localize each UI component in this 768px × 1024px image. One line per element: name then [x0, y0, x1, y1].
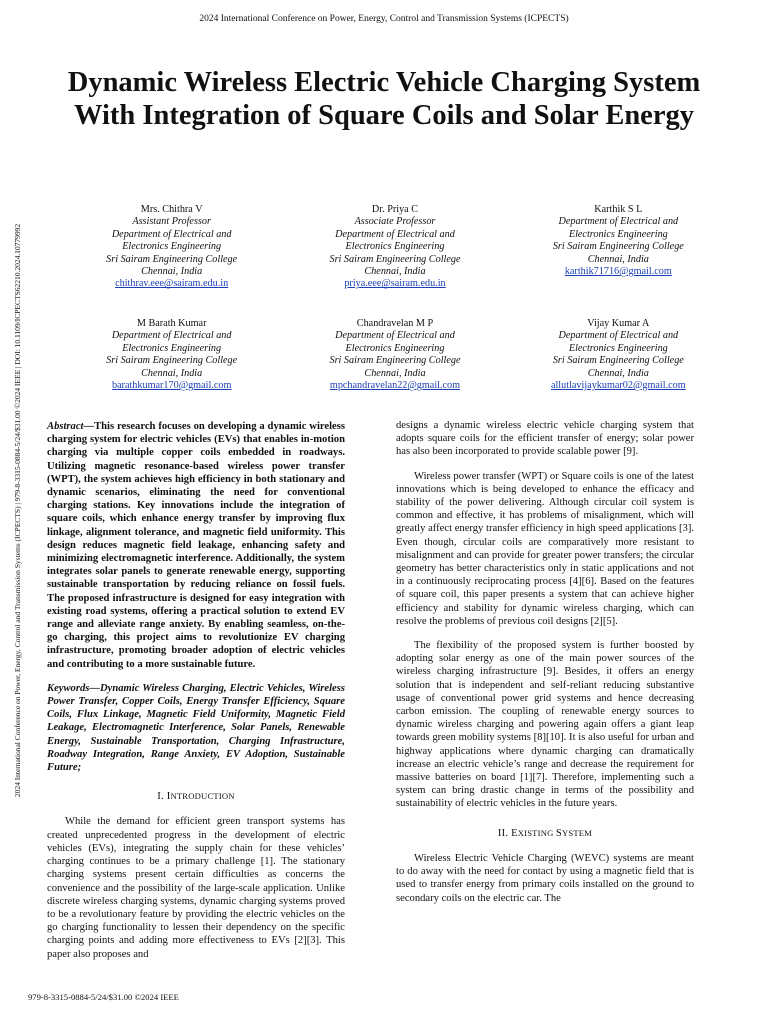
section-heading-introduction	[47, 790, 345, 803]
author-email-link[interactable]: mpchandravelan22@gmail.com	[329, 380, 461, 392]
section-first-letter: S	[555, 827, 562, 839]
author-name: M Barath Kumar	[136, 318, 207, 329]
introduction-paragraph: While the demand for efficient green transport systems has created unprecedented progress in the development of electric vehicles (EVs), integrating the supply chain for these vehicles’ charging continues to be a primary challenge [1]. The stationary charging systems present certain difficulties as concerns the convenience and the possibility of the large-scale application. Unlike discrete wireless charging systems, dynamic charging systems proved to be a revolutionary feature by providing the electric vehicles on the go charging functionality to lessen their dependency on the specific charging points and adding more effectiveness to EVs [2][3]. This paper also proposes and	[47, 816, 345, 960]
side-doi-strip	[12, 135, 24, 885]
section-small-caps: XISTING	[517, 827, 556, 838]
author-department: Department of Electrical and	[558, 330, 679, 342]
author-block	[507, 204, 730, 291]
keywords-label: Keywords	[47, 682, 90, 694]
author-city: Chennai, India	[141, 367, 203, 379]
author-city: Chennai, India	[141, 266, 203, 278]
author-city: Chennai, India	[587, 367, 649, 379]
author-department-line2: Electronics Engineering	[568, 342, 668, 354]
author-department: Department of Electrical and	[111, 330, 232, 342]
author-college: Sri Sairam Engineering College	[552, 241, 684, 253]
author-name: Chandravelan M P	[356, 318, 434, 329]
author-block	[60, 318, 283, 392]
author-city: Chennai, India	[587, 253, 649, 265]
left-column	[47, 420, 345, 972]
abstract-dash: —	[83, 421, 95, 432]
paragraph-flexibility: The flexibility of the proposed system is further boosted by adopting solar energy as one of the main power sources of the wireless charging infrastructure [9]. Besides, it offers an energy solution that is independent and self-reliant reducing substantive usage of conventional power grid systems and hence decreasing carbon emission. The coupling of renewable energy sources to dynamic wireless charging and powering again offers a giant leap towards green mobility systems [8][10]. It is also useful for urban and highway applications where dynamic charging can dramatically increase an electric vehicle’s range and decrease the requirement for massive batteries on board [1][7]. Therefore, implementing such a system can bring drastic change in terms of the possibility and sustainability of electric vehicles in the future years.	[396, 640, 694, 810]
abstract	[47, 420, 345, 671]
author-department: Department of Electrical and	[111, 228, 232, 240]
author-position: Assistant Professor	[132, 216, 211, 228]
author-department-line2: Electronics Engineering	[345, 342, 445, 354]
author-block	[507, 318, 730, 392]
author-name: Mrs. Chithra V	[140, 204, 203, 215]
author-email-link[interactable]: karthik71716@gmail.com	[564, 266, 672, 278]
section-first-letter: E	[511, 827, 518, 839]
author-college: Sri Sairam Engineering College	[329, 355, 461, 367]
section-small-caps: NTRODUCTION	[170, 791, 235, 802]
conference-header: 2024 International Conference on Power, Energy, Control and Transmission Systems (ICPECTS)	[199, 14, 569, 24]
author-row-2	[60, 318, 730, 392]
paragraph-wpt: Wireless power transfer (WPT) or Square coils is one of the latest innovations which is being developed to enhance the efficacy and stability of the power delivering. Although circular coil system is common and effective, it has problems of misalignment, which will greatly affect energy transfer efficiency in high speed applications [3]. Even though, circular coils are comparatively more resistant to misalignment and can provide for greater power transfers; the circular geometry has better characteristics only in static applications and not in a continuously reciprocating process [4][6]. Based on the features of square coil, this paper presents a system that can achieve higher efficiency and stability for dynamic wireless charging, which can resolve the problems of previous coil designs [2][5].	[396, 470, 694, 627]
author-block	[283, 318, 506, 392]
section-numeral: I.	[157, 791, 167, 803]
author-row-1	[60, 204, 730, 291]
paragraph-wevc: Wireless Electric Vehicle Charging (WEVC) systems are meant to do away with the need for contact by using a magnetic field that is used to transfer energy from primary coils installed on the ground to secondary coils on the electric car. The	[396, 852, 694, 904]
author-email-link[interactable]: priya.eee@sairam.edu.in	[344, 278, 446, 290]
paper-title: Dynamic Wireless Electric Vehicle Charging System With Integration of Square Coils and Solar Energy	[67, 67, 701, 131]
paragraph-continued: designs a dynamic wireless electric vehicle charging system that adopts square coils for the efficient transfer of energy; solar power has also been incorporated to provide scalable power [9].	[396, 420, 694, 458]
author-department: Department of Electrical and	[335, 330, 455, 342]
author-department: Department of Electrical and	[335, 228, 455, 240]
author-city: Chennai, India	[364, 367, 426, 379]
section-first-letter: I	[166, 791, 171, 803]
author-name: Karthik S L	[594, 204, 643, 215]
author-department: Department of Electrical and	[558, 216, 679, 228]
author-name: Vijay Kumar A	[587, 318, 650, 329]
author-name: Dr. Priya C	[371, 204, 419, 215]
author-block	[60, 204, 283, 291]
author-department-line2: Electronics Engineering	[122, 342, 222, 354]
author-position: Associate Professor	[354, 216, 436, 228]
author-block	[283, 204, 506, 291]
author-city: Chennai, India	[364, 266, 426, 278]
keywords-dash: —	[89, 682, 100, 694]
author-email-link[interactable]: allutlavijaykumar02@gmail.com	[550, 380, 686, 392]
keywords-text: Dynamic Wireless Charging, Electric Vehicles, Wireless Power Transfer, Copper Coils, Energy Transfer Efficiency, Square Coils, Flux Linkage, Magnetic Field Uniformity, Magnetic Field Leakage, Electromagnetic Interference, Solar Panels, Renewable Energy, Sustainable Transportation, Charging Infrastructure, Roadway Integration, Range Anxiety, EV Adoption, Sustainable Future;	[47, 682, 345, 774]
section-heading-existing-system	[396, 827, 694, 840]
section-numeral: II.	[497, 827, 512, 839]
author-college: Sri Sairam Engineering College	[106, 253, 238, 265]
right-column	[396, 419, 694, 916]
author-email-link[interactable]: chithrav.eee@sairam.edu.in	[115, 278, 229, 290]
abstract-text: This research focuses on developing a dynamic wireless charging system for electric vehicles (EVs) that enables in-motion charging via multiple copper coils embedded in roadways. Utilizing magnetic resonance-based wireless power transfer (WPT), the system achieves high efficiency in both stationary and dynamic scenarios, eliminating the need for conventional charging stations. Key innovations include the integration of square coils, which enhance energy transfer by improving flux linkage, alignment tolerance, and magnetic field uniformity. This design reduces magnetic field leakage, enhancing safety and minimizing electromagnetic interference. Additionally, the system integrates solar panels to generate renewable energy, supporting sustainable transportation by reducing reliance on fossil fuels. The proposed infrastructure is designed for easy integration with existing road systems, offering a practical solution to extend EV range and alleviate range anxiety. By enabling seamless, on-the-go charging, this project aims to revolutionize EV charging infrastructure, promoting broader adoption of electric vehicles and contributing to a more sustainable future.	[47, 421, 345, 670]
copyright-footer: 979-8-3315-0884-5/24/$31.00 ©2024 IEEE	[28, 992, 179, 1002]
author-department-line2: Electronics Engineering	[568, 228, 668, 240]
author-college: Sri Sairam Engineering College	[329, 253, 461, 265]
author-department-line2: Electronics Engineering	[345, 241, 445, 253]
side-doi-text: 2024 International Conference on Power, Energy, Control and Transmission Systems (ICPECTS) | 979-8-3315-0884-5/24/$31.00 ©2024 IEEE | DOI: 10.1109/ICPECTS62210.2024.10779992	[13, 223, 23, 797]
author-email-link[interactable]: barathkumar170@gmail.com	[111, 380, 232, 392]
author-college: Sri Sairam Engineering College	[552, 355, 684, 367]
author-department-line2: Electronics Engineering	[122, 241, 222, 253]
author-college: Sri Sairam Engineering College	[106, 355, 238, 367]
abstract-label: Abstract	[47, 421, 84, 432]
section-small-caps: YSTEM	[561, 827, 593, 838]
keywords	[47, 682, 345, 774]
